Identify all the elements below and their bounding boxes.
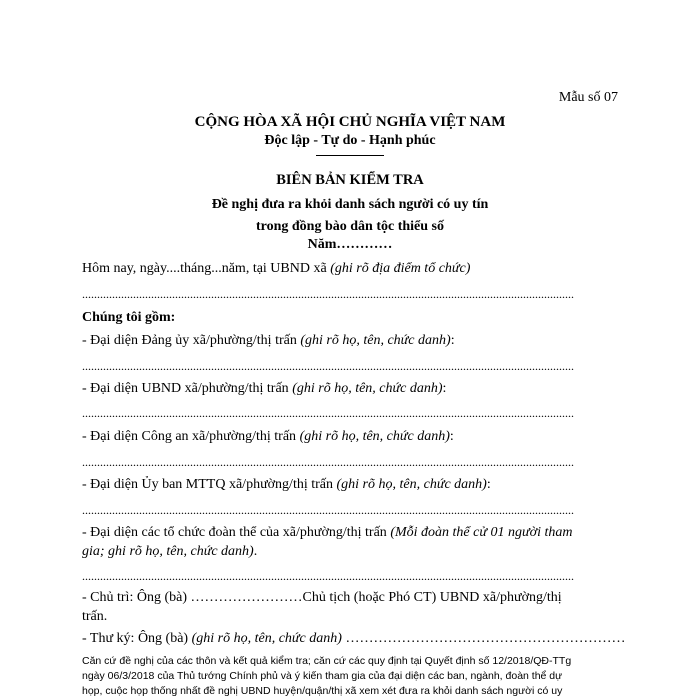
member-party-tail: : <box>450 333 455 348</box>
member-committee-label: - Đại diện UBND xã/phường/thị trấn <box>82 381 293 396</box>
fill-line: .................................................................................................................................................................... <box>82 455 574 469</box>
member-front-note: (ghi rõ họ, tên, chức danh) <box>336 477 487 492</box>
member-committee <box>82 381 446 397</box>
fill-line: .................................................................................................................................................................... <box>82 359 574 373</box>
form-number: Mẫu số 07 <box>558 90 618 105</box>
member-unions <box>82 525 572 541</box>
member-police <box>82 429 454 445</box>
footer-line-2: ngày 06/3/2018 của Thủ tướng Chính phủ và ý kiến tham gia của đại diện các ban, ngành, đoàn thể dự <box>82 670 563 682</box>
secretary-line <box>82 631 625 647</box>
title-line-2: trong đồng bào dân tộc thiểu số <box>255 219 444 234</box>
member-police-label: - Đại diện Công an xã/phường/thị trấn <box>82 429 300 444</box>
fill-line: .................................................................................................................................................................... <box>82 569 574 583</box>
motto: Độc lập - Tự do - Hạnh phúc <box>264 133 436 148</box>
chair-line: - Chủ trì: Ông (bà) ……………………Chủ tịch (hoặc Phó CT) UBND xã/phường/thị <box>82 590 562 605</box>
title-year: Năm………… <box>307 237 393 252</box>
title-line-1: Đề nghị đưa ra khỏi danh sách người có uy tín <box>211 197 489 212</box>
member-party-note: (ghi rõ họ, tên, chức danh) <box>300 333 451 348</box>
document-title: BIÊN BẢN KIỂM TRA <box>276 172 424 188</box>
member-committee-tail: : <box>442 381 447 396</box>
member-police-tail: : <box>449 429 454 444</box>
member-party-label: - Đại diện Đảng ủy xã/phường/thị trấn <box>82 333 301 348</box>
intro-text: Hôm nay, ngày....tháng...năm, tại UBND xã <box>82 261 331 276</box>
member-police-note: (ghi rõ họ, tên, chức danh) <box>299 429 450 444</box>
member-front-tail: : <box>486 477 491 492</box>
secretary-tail: …………………………………………………… <box>341 631 626 646</box>
member-unions-note-1: (Mỗi đoàn thể cử 01 người tham <box>390 525 573 540</box>
footer-line-1: Căn cứ đề nghị của các thôn và kết quả kiểm tra; căn cứ các quy định tại Quyết định số 12/2018/QĐ-TTg <box>82 655 572 667</box>
member-front-label: - Đại diện Ủy ban MTTQ xã/phường/thị trấn <box>82 477 337 492</box>
fill-line: .................................................................................................................................................................... <box>82 287 574 301</box>
member-unions-cont <box>82 544 257 560</box>
nation-heading: CỘNG HÒA XÃ HỘI CHỦ NGHĨA VIỆT NAM <box>194 114 506 130</box>
member-committee-note: (ghi rõ họ, tên, chức danh) <box>292 381 443 396</box>
member-unions-tail: . <box>253 544 258 559</box>
members-heading: Chúng tôi gồm: <box>82 310 176 325</box>
secretary-label: - Thư ký: Ông (bà) <box>82 631 192 646</box>
intro-line <box>82 261 470 277</box>
member-unions-label: - Đại diện các tổ chức đoàn thể của xã/phường/thị trấn <box>82 525 391 540</box>
header-divider <box>316 155 384 156</box>
member-front <box>82 477 491 493</box>
chair-line-2: trấn. <box>82 609 108 624</box>
footer-line-3: họp, cuộc họp thống nhất đề nghị UBND huyện/quận/thị xã xem xét đưa ra khỏi danh sách người có uy <box>82 685 563 697</box>
fill-line: .................................................................................................................................................................... <box>82 406 574 420</box>
member-unions-note-2: gia; ghi rõ họ, tên, chức danh) <box>82 544 254 559</box>
secretary-note: (ghi rõ họ, tên, chức danh) <box>191 631 342 646</box>
fill-line: .................................................................................................................................................................... <box>82 503 574 517</box>
intro-note: (ghi rõ địa điểm tổ chức) <box>330 261 471 276</box>
member-party <box>82 333 455 349</box>
